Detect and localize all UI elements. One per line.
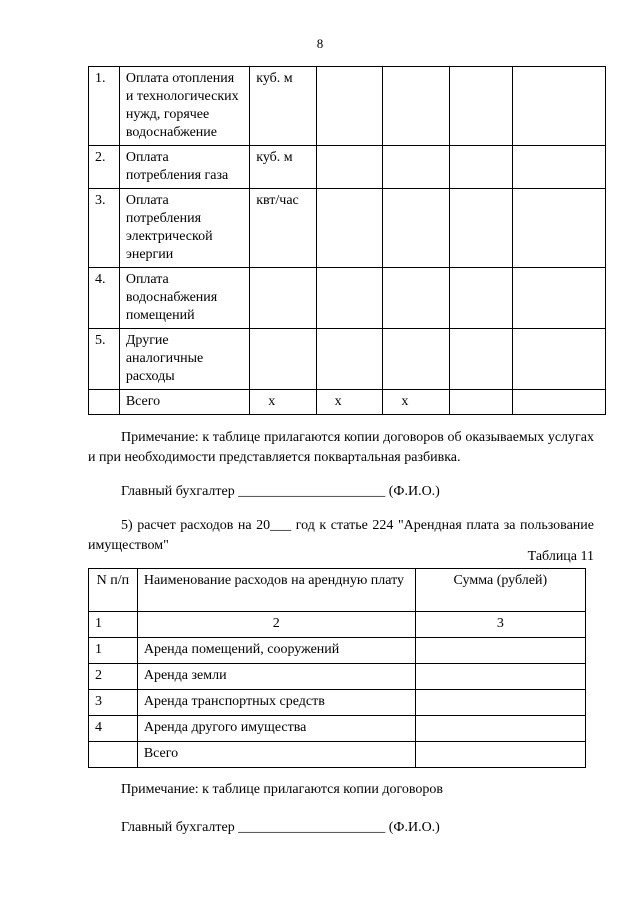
empty-cell [383,189,450,268]
empty-cell [316,67,383,146]
header-name: Наименование расходов на арендную плату [137,569,415,612]
expense-name: Оплата потребления газа [119,146,249,189]
total-x-mark: x [383,390,450,415]
unit [250,329,316,390]
total-x-mark: x [316,390,383,415]
empty-cell [512,329,605,390]
table-row [89,690,586,716]
empty-cell [450,268,512,329]
empty-cell [450,189,512,268]
expense-name: Оплата водоснабжения помещений [119,268,249,329]
rent-expenses-table [88,568,586,768]
sum-cell [415,664,585,690]
row-number [89,742,138,768]
table-caption: Таблица 11 [527,549,594,564]
empty-cell [512,67,605,146]
utilities-table [88,66,606,415]
note-paragraph: Примечание: к таблице прилагаются копии договоров об оказываемых услугах и при необходимости представляется поквартальная разбивка. [88,430,594,465]
expense-name: Аренда земли [137,664,415,690]
index-cell: 3 [415,612,585,638]
total-label: Всего [137,742,415,768]
row-number: 2 [89,664,138,690]
total-row [89,390,606,415]
section-heading: 5) расчет расходов на 20___ год к статье 224 "Арендная плата за пользование имуществом" [88,518,594,553]
empty-cell [316,268,383,329]
row-number: 1. [89,67,120,146]
unit: куб. м [250,67,316,146]
sum-cell [415,638,585,664]
expense-name: Другие аналогичные расходы [119,329,249,390]
row-number: 4 [89,716,138,742]
expense-name: Аренда помещений, сооружений [137,638,415,664]
row-number: 2. [89,146,120,189]
header-sum: Сумма (рублей) [415,569,585,612]
empty-cell [450,67,512,146]
empty-cell [89,390,120,415]
index-cell: 2 [137,612,415,638]
sum-cell [415,690,585,716]
row-number: 5. [89,329,120,390]
expense-name: Аренда другого имущества [137,716,415,742]
empty-cell [450,329,512,390]
empty-cell [450,390,512,415]
empty-cell [512,189,605,268]
note-paragraph: Примечание: к таблице прилагаются копии договоров [121,782,443,797]
expense-name: Оплата отопления и технологических нужд, горячее водоснабжение [119,67,249,146]
table-row [89,146,606,189]
empty-cell [450,146,512,189]
empty-cell [383,329,450,390]
empty-cell [383,268,450,329]
empty-cell [316,146,383,189]
table-row [89,268,606,329]
expense-name: Аренда транспортных средств [137,690,415,716]
empty-cell [512,268,605,329]
header-num: N п/п [89,569,138,612]
signature-line: Главный бухгалтер _____________________ (Ф.И.О.) [121,484,440,499]
table-header-row [89,569,586,612]
row-number: 4. [89,268,120,329]
empty-cell [316,189,383,268]
total-row [89,742,586,768]
total-label: Всего [119,390,249,415]
table-row [89,638,586,664]
index-row [89,612,586,638]
row-number: 3. [89,189,120,268]
page-number: 8 [316,36,324,51]
empty-cell [512,146,605,189]
table-row [89,67,606,146]
unit [250,268,316,329]
index-cell: 1 [89,612,138,638]
table-row [89,189,606,268]
empty-cell [316,329,383,390]
sum-cell [415,742,585,768]
unit: квт/час [250,189,316,268]
row-number: 3 [89,690,138,716]
empty-cell [383,67,450,146]
unit: куб. м [250,146,316,189]
total-x-mark: x [250,390,316,415]
empty-cell [512,390,605,415]
signature-line: Главный бухгалтер _____________________ (Ф.И.О.) [121,820,440,835]
table-row [89,329,606,390]
row-number: 1 [89,638,138,664]
expense-name: Оплата потребления электрической энергии [119,189,249,268]
table-row [89,716,586,742]
table-row [89,664,586,690]
empty-cell [383,146,450,189]
sum-cell [415,716,585,742]
